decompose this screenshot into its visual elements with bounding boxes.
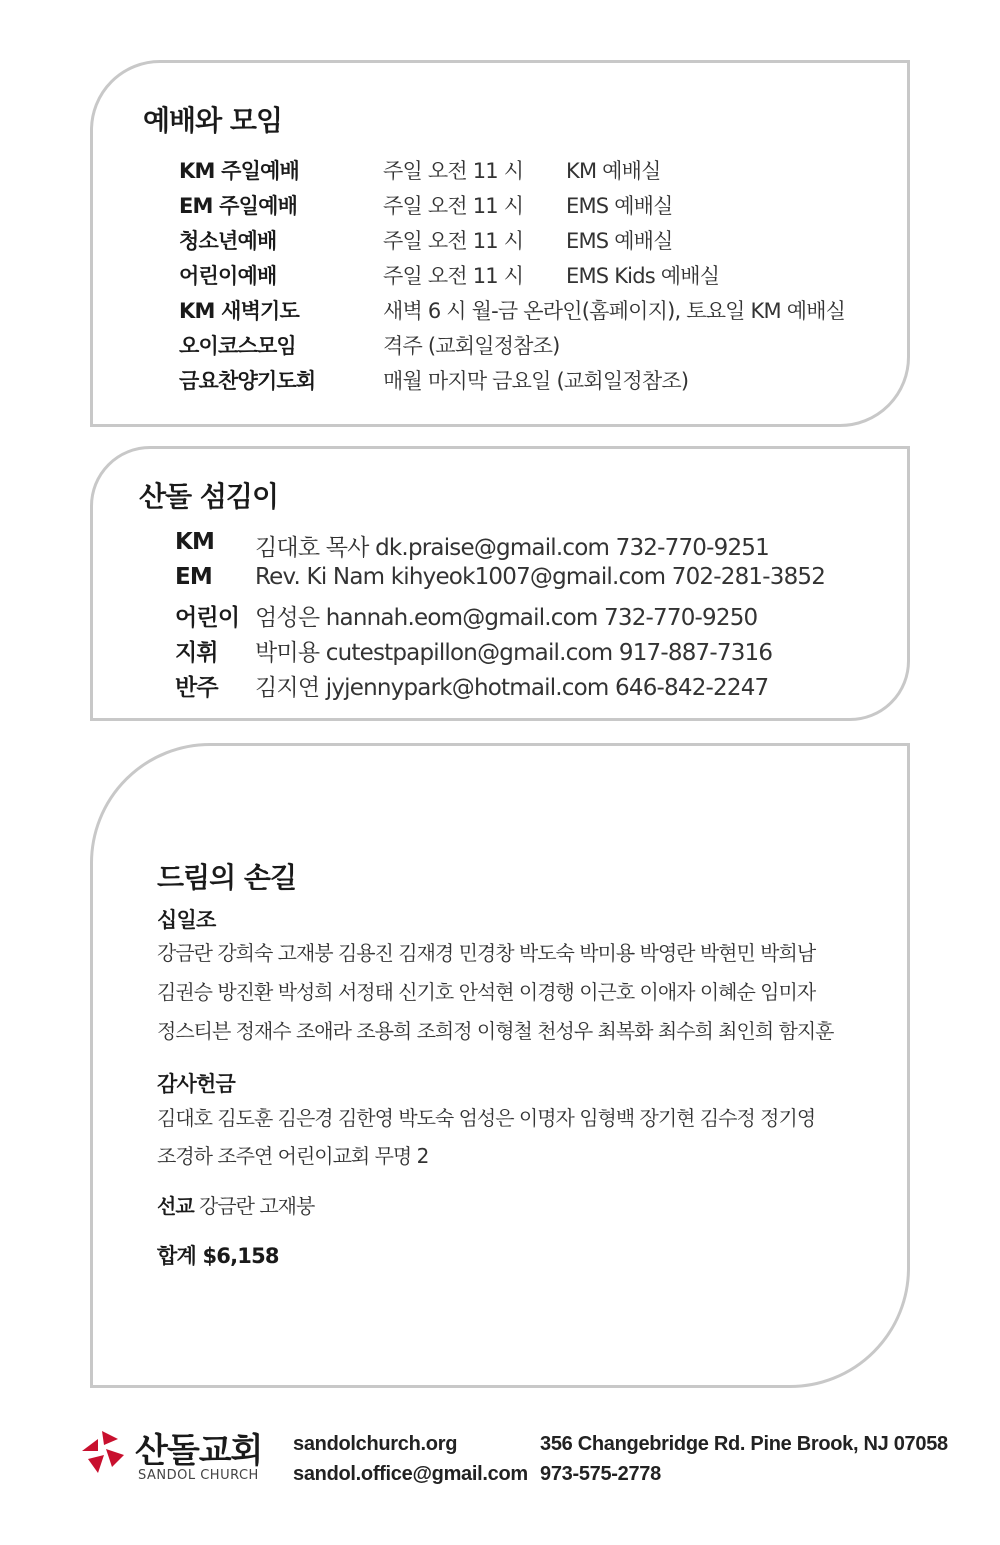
thanks-line: 김대호 김도훈 김은경 김한영 박도숙 엄성은 이명자 임형백 장기현 김수정 정기영 (157, 1106, 816, 1130)
servant-dept: 어린이 (175, 605, 240, 631)
mission-line (157, 1190, 314, 1219)
website-link[interactable]: sandolchurch.org (293, 1433, 458, 1455)
church-logo-icon (80, 1429, 126, 1475)
footer (0, 1415, 1000, 1545)
worship-place: EMS Kids 예배실 (566, 264, 720, 288)
worship-time: 매월 마지막 금요일 (교회일정참조) (383, 369, 689, 393)
worship-row (179, 155, 899, 190)
church-name-english: SANDOL CHURCH (138, 1468, 259, 1483)
worship-card (90, 60, 910, 427)
worship-row (179, 365, 899, 400)
offering-title: 드림의 손길 (157, 861, 296, 894)
phone: 973-575-2778 (540, 1463, 661, 1485)
worship-name: 어린이예배 (179, 264, 277, 288)
worship-row (179, 330, 899, 365)
worship-name: 오이코스모임 (179, 334, 296, 358)
worship-time: 주일 오전 11 시 (383, 264, 524, 288)
worship-name: 금요찬양기도회 (179, 369, 316, 393)
tithe-line: 김권승 방진환 박성희 서정태 신기호 안석현 이경행 이근호 이애자 이혜순 임미자 (157, 980, 816, 1004)
worship-place: EMS 예배실 (566, 229, 673, 253)
servant-dept: 반주 (175, 675, 218, 701)
servant-info: 김지연 jyjennypark@hotmail.com 646-842-2247 (255, 675, 769, 701)
email-link[interactable]: sandol.office@gmail.com (293, 1463, 528, 1485)
tithe-line: 강금란 강희숙 고재붕 김용진 김재경 민경창 박도숙 박미용 박영란 박현민 박희남 (157, 941, 816, 965)
servants-card (90, 446, 910, 721)
worship-time: 격주 (교회일정참조) (383, 334, 560, 358)
worship-place: KM 예배실 (566, 159, 661, 183)
worship-row (179, 295, 899, 330)
servant-dept: EM (175, 564, 212, 590)
servant-info: 박미용 cutestpapillon@gmail.com 917-887-7316 (255, 640, 773, 666)
servants-title: 산돌 섬김이 (139, 480, 278, 513)
worship-row (179, 260, 899, 295)
worship-name: KM 주일예배 (179, 159, 300, 183)
worship-title: 예배와 모임 (143, 104, 282, 137)
mission-names: 강금란 고재붕 (193, 1194, 315, 1218)
worship-time: 주일 오전 11 시 (383, 229, 524, 253)
worship-name: KM 새벽기도 (179, 299, 300, 323)
worship-name: 청소년예배 (179, 229, 277, 253)
thanks-line: 조경하 조주연 어린이교회 무명 2 (157, 1144, 429, 1168)
worship-place: EMS 예배실 (566, 194, 673, 218)
worship-row (179, 190, 899, 225)
worship-row (179, 225, 899, 260)
worship-name: EM 주일예배 (179, 194, 298, 218)
address: 356 Changebridge Rd. Pine Brook, NJ 07058 (540, 1433, 948, 1455)
servant-dept: KM (175, 529, 215, 555)
servant-info: Rev. Ki Nam kihyeok1007@gmail.com 702-281-3852 (255, 564, 826, 590)
total-amount: 합계 $6,158 (157, 1244, 279, 1268)
tithe-label: 십일조 (157, 908, 216, 932)
thanks-label: 감사헌금 (157, 1072, 235, 1096)
tithe-line: 정스티븐 정재수 조애라 조용희 조희정 이형철 천성우 최복화 최수희 최인희 함지훈 (157, 1019, 834, 1043)
worship-time: 주일 오전 11 시 (383, 194, 524, 218)
church-name: 산돌교회 (135, 1431, 263, 1471)
servant-info: 엄성은 hannah.eom@gmail.com 732-770-9250 (255, 605, 758, 631)
worship-time: 주일 오전 11 시 (383, 159, 524, 183)
servant-dept: 지휘 (175, 640, 218, 666)
mission-label: 선교 (157, 1194, 194, 1218)
offering-card (90, 743, 910, 1388)
worship-time: 새벽 6 시 월-금 온라인(홈페이지), 토요일 KM 예배실 (383, 299, 846, 323)
servant-info: 김대호 목사 dk.praise@gmail.com 732-770-9251 (255, 535, 769, 561)
